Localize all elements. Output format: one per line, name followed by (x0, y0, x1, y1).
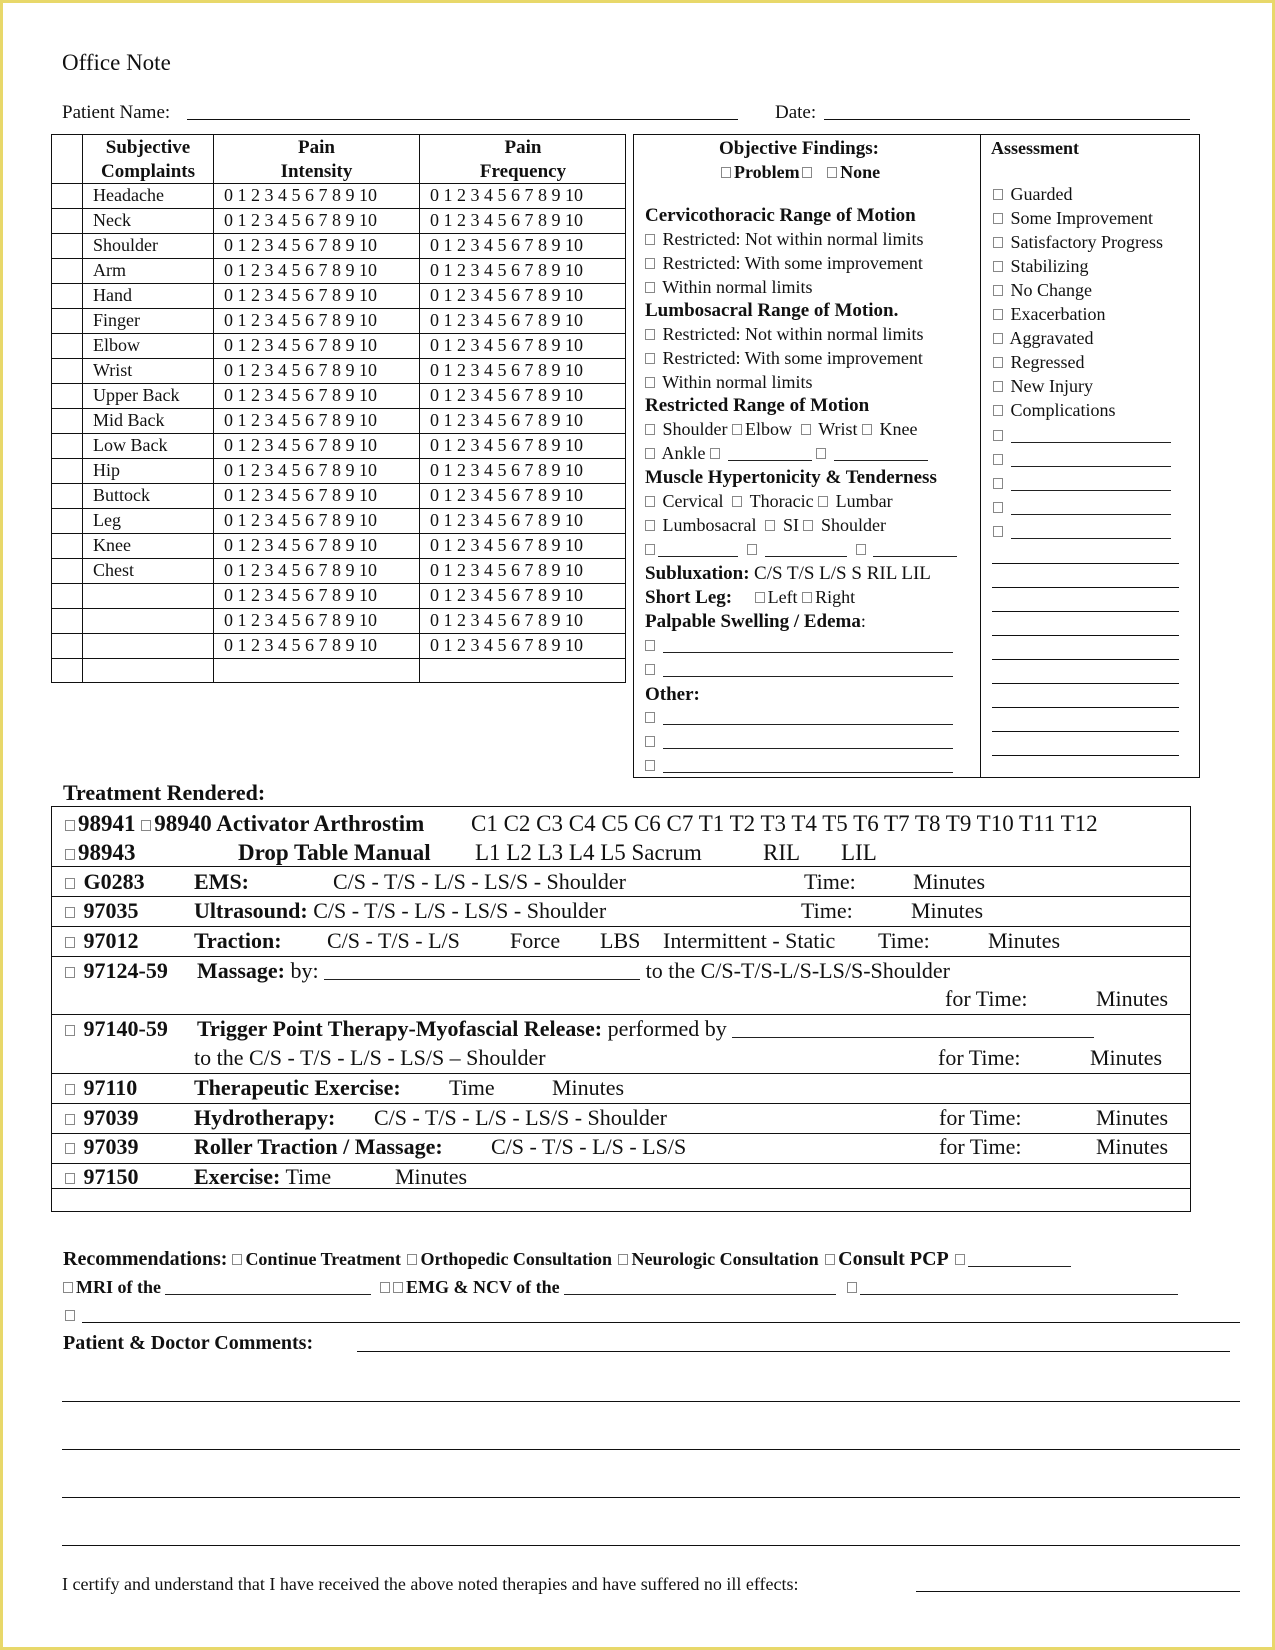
ther-ex-minutes: Minutes (552, 1075, 625, 1100)
checkbox[interactable] (993, 430, 1003, 441)
frequency-scale[interactable]: 0 1 2 3 4 5 6 7 8 9 10 (430, 635, 583, 655)
comments-field[interactable] (357, 1351, 1230, 1352)
traction-time: Time: (878, 928, 930, 953)
patient-name-field[interactable] (187, 119, 738, 120)
table-row-divider (51, 208, 626, 209)
intensity-scale[interactable]: 0 1 2 3 4 5 6 7 8 9 10 (224, 435, 377, 455)
checkbox[interactable] (993, 213, 1003, 224)
blank-field[interactable] (1011, 452, 1171, 467)
assessment-blank (993, 498, 1171, 516)
option-restricted-some: Restricted: With some improvement (645, 349, 923, 367)
blank-field[interactable] (873, 542, 957, 557)
table-header: Pain (298, 137, 335, 158)
assessment-line[interactable] (992, 707, 1179, 708)
intensity-scale[interactable]: 0 1 2 3 4 5 6 7 8 9 10 (224, 385, 377, 405)
massage-code: 97124-59 (65, 960, 168, 982)
checkbox[interactable] (65, 849, 75, 860)
frequency-scale[interactable]: 0 1 2 3 4 5 6 7 8 9 10 (430, 385, 583, 405)
complaint-label: Finger (93, 310, 140, 330)
checkbox[interactable] (856, 544, 866, 555)
intensity-scale[interactable]: 0 1 2 3 4 5 6 7 8 9 10 (224, 210, 377, 230)
hydro-regions: C/S - T/S - L/S - LS/S - Shoulder (374, 1105, 667, 1130)
massage-by-field[interactable] (324, 965, 640, 980)
lumbar-levels: L1 L2 L3 L4 L5 Sacrum (475, 840, 702, 865)
comments-line[interactable] (62, 1401, 1240, 1402)
traction-regions: C/S - T/S - L/S (327, 928, 460, 953)
checkbox[interactable] (993, 526, 1003, 537)
date-field[interactable] (824, 119, 1190, 120)
other-blank (645, 756, 953, 774)
traction-force: Force (510, 928, 561, 953)
restricted-title: Restricted Range of Motion (645, 395, 870, 416)
performed-by-field[interactable] (732, 1023, 1094, 1038)
intensity-scale[interactable]: 0 1 2 3 4 5 6 7 8 9 10 (224, 560, 377, 580)
checkbox[interactable] (393, 1282, 403, 1293)
intensity-scale[interactable]: 0 1 2 3 4 5 6 7 8 9 10 (224, 310, 377, 330)
mri-field[interactable] (165, 1280, 371, 1295)
blank-field[interactable] (663, 662, 953, 677)
checkbox[interactable] (645, 424, 655, 435)
recommendation-other-field[interactable] (82, 1322, 1240, 1323)
blank-field[interactable] (1011, 428, 1171, 443)
trigger-for-time: for Time: (938, 1045, 1021, 1070)
table-row-divider (51, 258, 626, 259)
checkbox[interactable] (645, 736, 655, 747)
checkbox[interactable] (803, 520, 813, 531)
assessment-item: Satisfactory Progress (993, 233, 1163, 251)
complaint-label: Hand (93, 285, 132, 305)
checkbox[interactable] (847, 1282, 857, 1293)
ultrasound-row: Ultrasound: C/S - T/S - L/S - LS/S - Shoulder (194, 898, 607, 923)
complaint-label: Neck (93, 210, 131, 230)
table-row-divider (51, 533, 626, 534)
checkbox[interactable] (645, 329, 655, 340)
blank-field[interactable] (1011, 500, 1171, 515)
frequency-scale[interactable]: 0 1 2 3 4 5 6 7 8 9 10 (430, 210, 583, 230)
checkbox[interactable] (232, 1254, 242, 1265)
checkbox[interactable] (645, 520, 655, 531)
assessment-item: Exacerbation (993, 305, 1105, 323)
assessment-blank (993, 426, 1171, 444)
recommendations-row-1: Recommendations: Continue Treatment Orthopedic Consultation Neurologic Consultation Consult PCP (63, 1249, 1071, 1269)
blank-field[interactable] (860, 1280, 1178, 1295)
table-row-divider (51, 608, 626, 609)
assessment-item: Stabilizing (993, 257, 1089, 275)
assessment-item: Complications (993, 401, 1116, 419)
checkbox[interactable] (645, 760, 655, 771)
exercise-code: 97150 (65, 1166, 139, 1188)
comments-line[interactable] (62, 1545, 1240, 1546)
table-row-divider (51, 583, 626, 584)
spinal-levels: C1 C2 C3 C4 C5 C6 C7 T1 T2 T3 T4 T5 T6 T7 T8 T9 T10 T11 T12 (471, 811, 1098, 836)
blank-field[interactable] (663, 734, 953, 749)
complaint-label: Wrist (93, 360, 133, 380)
frequency-scale[interactable]: 0 1 2 3 4 5 6 7 8 9 10 (430, 460, 583, 480)
complaint-label: Buttock (93, 485, 150, 505)
checkbox[interactable] (825, 1254, 835, 1265)
assessment-item: Regressed (993, 353, 1084, 371)
checkbox[interactable] (63, 1282, 73, 1293)
frequency-scale[interactable]: 0 1 2 3 4 5 6 7 8 9 10 (430, 360, 583, 380)
checkbox[interactable] (765, 520, 775, 531)
blank-field[interactable] (663, 758, 953, 773)
checkbox[interactable] (802, 167, 812, 178)
checkbox[interactable] (65, 937, 75, 948)
checkbox[interactable] (618, 1254, 628, 1265)
frequency-scale[interactable]: 0 1 2 3 4 5 6 7 8 9 10 (430, 310, 583, 330)
frequency-scale[interactable]: 0 1 2 3 4 5 6 7 8 9 10 (430, 510, 583, 530)
other-title: Other: (645, 684, 700, 705)
ther-ex-label: Therapeutic Exercise: (194, 1075, 401, 1100)
checkbox[interactable] (993, 309, 1003, 320)
intensity-scale[interactable]: 0 1 2 3 4 5 6 7 8 9 10 (224, 410, 377, 430)
option-restricted-some: Restricted: With some improvement (645, 254, 923, 272)
comments-line[interactable] (62, 1497, 1240, 1498)
exercise-label: Exercise: Time (194, 1164, 332, 1189)
blank-field[interactable] (663, 638, 953, 653)
objective-problem-none: Problem None (721, 163, 880, 181)
frequency-scale[interactable]: 0 1 2 3 4 5 6 7 8 9 10 (430, 335, 583, 355)
checkbox[interactable] (993, 237, 1003, 248)
swelling-blank (645, 660, 953, 678)
checkbox[interactable] (645, 377, 655, 388)
frequency-scale[interactable]: 0 1 2 3 4 5 6 7 8 9 10 (430, 410, 583, 430)
patient-name-label: Patient Name: (62, 102, 171, 123)
frequency-scale[interactable]: 0 1 2 3 4 5 6 7 8 9 10 (430, 285, 583, 305)
complaint-label: Headache (93, 185, 164, 205)
checkbox[interactable] (65, 1025, 75, 1036)
checkbox[interactable] (645, 448, 655, 459)
complaint-label: Chest (93, 560, 135, 580)
checkbox[interactable] (141, 820, 151, 831)
checkbox[interactable] (802, 592, 812, 603)
ther-ex-code: 97110 (65, 1077, 137, 1099)
blank-field[interactable] (765, 542, 847, 557)
restricted-joints: Shoulder Elbow Wrist Knee (645, 420, 917, 438)
checkbox[interactable] (380, 1282, 390, 1293)
hydro-code: 97039 (65, 1107, 139, 1129)
lumbo-title: Lumbosacral Range of Motion. (645, 300, 899, 321)
checkbox[interactable] (721, 167, 731, 178)
frequency-scale[interactable]: 0 1 2 3 4 5 6 7 8 9 10 (430, 485, 583, 505)
frequency-scale[interactable]: 0 1 2 3 4 5 6 7 8 9 10 (430, 610, 583, 630)
intensity-scale[interactable]: 0 1 2 3 4 5 6 7 8 9 10 (224, 635, 377, 655)
checkbox[interactable] (645, 544, 655, 555)
trigger-row: Trigger Point Therapy-Myofascial Release: performed by (197, 1018, 1094, 1040)
lil: LIL (841, 840, 877, 865)
complaint-label: Hip (93, 460, 120, 480)
certification-text: I certify and understand that I have received the above noted therapies and have suffered no ill effects: (62, 1574, 799, 1594)
ultrasound-code: 97035 (65, 900, 139, 922)
intensity-scale[interactable]: 0 1 2 3 4 5 6 7 8 9 10 (224, 235, 377, 255)
table-row-divider (51, 458, 626, 459)
option-restricted-not: Restricted: Not within normal limits (645, 230, 923, 248)
assessment-item: New Injury (993, 377, 1093, 395)
complaint-label: Upper Back (93, 385, 180, 405)
table-header: Pain (504, 137, 542, 158)
blank-field[interactable] (968, 1252, 1071, 1267)
massage-minutes: Minutes (1096, 986, 1169, 1011)
massage-row: Massage: by: to the C/S-T/S-L/S-LS/S-Shoulder (197, 958, 950, 983)
checkbox[interactable] (993, 261, 1003, 272)
intensity-scale[interactable]: 0 1 2 3 4 5 6 7 8 9 10 (224, 610, 377, 630)
checkbox[interactable] (65, 1114, 75, 1125)
ems-minutes: Minutes (913, 869, 986, 894)
comments-line[interactable] (62, 1449, 1240, 1450)
checkbox[interactable] (65, 967, 75, 978)
assessment-item: No Change (993, 281, 1092, 299)
intensity-scale[interactable]: 0 1 2 3 4 5 6 7 8 9 10 (224, 460, 377, 480)
traction-code: 97012 (65, 930, 139, 952)
exercise-minutes: Minutes (395, 1164, 468, 1189)
intensity-scale[interactable]: 0 1 2 3 4 5 6 7 8 9 10 (224, 485, 377, 505)
restricted-joints-2: Ankle (645, 444, 928, 462)
table-row-divider (51, 383, 626, 384)
activator-row: 98941 98940 Activator Arthrostim (65, 812, 424, 835)
assessment-blank (993, 474, 1171, 492)
ultrasound-time: Time: (801, 898, 853, 923)
other-blank (645, 732, 953, 750)
ems-regions: C/S - T/S - L/S - LS/S - Shoulder (333, 869, 626, 894)
table-row-divider (51, 508, 626, 509)
roller-minutes: Minutes (1096, 1134, 1169, 1159)
table-header: Subjective (105, 137, 191, 158)
checkbox[interactable] (645, 234, 655, 245)
checkbox[interactable] (645, 258, 655, 269)
checkbox[interactable] (645, 712, 655, 723)
checkbox[interactable] (801, 424, 811, 435)
checkbox[interactable] (993, 454, 1003, 465)
table-row-divider (51, 183, 626, 184)
traction-mode: Intermittent - Static (663, 928, 836, 953)
ems-code: G0283 (65, 871, 145, 893)
intensity-scale[interactable]: 0 1 2 3 4 5 6 7 8 9 10 (224, 285, 377, 305)
checkbox[interactable] (816, 448, 826, 459)
treatment-row-divider (51, 1073, 1191, 1074)
intensity-scale[interactable]: 0 1 2 3 4 5 6 7 8 9 10 (224, 535, 377, 555)
frequency-scale[interactable]: 0 1 2 3 4 5 6 7 8 9 10 (430, 435, 583, 455)
swelling-title: Palpable Swelling / Edema: (645, 611, 866, 632)
assessment-item: Some Improvement (993, 209, 1153, 227)
checkbox[interactable] (65, 1084, 75, 1095)
hydro-label: Hydrotherapy: (194, 1105, 336, 1130)
table-header: Frequency (479, 161, 567, 182)
traction-label: Traction: (194, 928, 282, 953)
checkbox[interactable] (993, 405, 1003, 416)
trigger-regions: to the C/S - T/S - L/S - LS/S – Shoulder (194, 1045, 546, 1070)
complaint-label: Elbow (93, 335, 140, 355)
checkbox[interactable] (993, 381, 1003, 392)
roller-for-time: for Time: (939, 1134, 1022, 1159)
frequency-scale[interactable]: 0 1 2 3 4 5 6 7 8 9 10 (430, 585, 583, 605)
table-row-divider (51, 283, 626, 284)
complaint-label: Low Back (93, 435, 168, 455)
assessment-line[interactable] (992, 755, 1179, 756)
checkbox[interactable] (993, 285, 1003, 296)
page-title: Office Note (62, 50, 171, 75)
signature-field[interactable] (916, 1591, 1240, 1592)
frequency-scale[interactable]: 0 1 2 3 4 5 6 7 8 9 10 (430, 560, 583, 580)
roller-label: Roller Traction / Massage: (194, 1134, 443, 1159)
option-within: Within normal limits (645, 373, 812, 391)
ems-label: EMS: (194, 869, 249, 894)
checkbox[interactable] (645, 640, 655, 651)
complaint-label: Knee (93, 535, 131, 555)
table-row-divider (51, 308, 626, 309)
recommendations-row-2: MRI of the EMG & NCV of the (63, 1278, 1178, 1296)
table-row-divider (51, 408, 626, 409)
comments-label: Patient & Doctor Comments: (63, 1332, 314, 1354)
treatment-row-divider (51, 1103, 1191, 1104)
checkbox[interactable] (65, 907, 75, 918)
muscle-title: Muscle Hypertonicity & Tenderness (645, 467, 937, 488)
short-leg: Short Leg: Left Right (645, 587, 856, 608)
subluxation: Subluxation: C/S T/S L/S S RIL LIL (645, 563, 931, 584)
checkbox[interactable] (645, 282, 655, 293)
frequency-scale[interactable]: 0 1 2 3 4 5 6 7 8 9 10 (430, 535, 583, 555)
table-row-divider (51, 558, 626, 559)
checkbox[interactable] (65, 878, 75, 889)
massage-for-time: for Time: (945, 986, 1028, 1011)
ther-ex-time: Time (449, 1075, 495, 1100)
checkbox[interactable] (755, 592, 765, 603)
ril: RIL (763, 840, 801, 865)
assessment-line[interactable] (992, 659, 1179, 660)
frequency-scale[interactable]: 0 1 2 3 4 5 6 7 8 9 10 (430, 185, 583, 205)
checkbox[interactable] (645, 664, 655, 675)
table-row-divider (51, 658, 626, 659)
ems-time: Time: (804, 869, 856, 894)
blank-field[interactable] (658, 542, 738, 557)
checkbox[interactable] (732, 496, 742, 507)
blank-field[interactable] (663, 710, 953, 725)
assessment-title: Assessment (991, 138, 1079, 158)
checkbox[interactable] (993, 189, 1003, 200)
complaint-label: Shoulder (93, 235, 158, 255)
checkbox[interactable] (862, 424, 872, 435)
table-row-divider (51, 633, 626, 634)
swelling-blank (645, 636, 953, 654)
checkbox[interactable] (747, 544, 757, 555)
muscle-regions: Cervical Thoracic Lumbar (645, 492, 893, 510)
checkbox[interactable] (993, 478, 1003, 489)
assessment-line[interactable] (992, 563, 1179, 564)
table-row-divider (51, 433, 626, 434)
option-within: Within normal limits (645, 278, 812, 296)
checkbox[interactable] (65, 820, 75, 831)
treatment-row-divider (51, 896, 1191, 897)
trigger-minutes: Minutes (1090, 1045, 1163, 1070)
assessment-item: Guarded (993, 185, 1072, 203)
checkbox[interactable] (65, 1173, 75, 1184)
assessment-line[interactable] (992, 587, 1179, 588)
date-label: Date: (775, 102, 817, 123)
roller-regions: C/S - T/S - L/S - LS/S (491, 1134, 687, 1159)
checkbox[interactable] (955, 1254, 965, 1265)
roller-code: 97039 (65, 1136, 139, 1158)
traction-lbs: LBS (600, 928, 641, 953)
table-row-divider (51, 358, 626, 359)
blank-field[interactable] (1011, 524, 1171, 539)
option-restricted-not: Restricted: Not within normal limits (645, 325, 923, 343)
checkbox[interactable] (827, 167, 837, 178)
intensity-scale[interactable]: 0 1 2 3 4 5 6 7 8 9 10 (224, 185, 377, 205)
blank-field[interactable] (834, 446, 928, 461)
muscle-regions-2: Lumbosacral SI Shoulder (645, 516, 886, 534)
complaint-label: Arm (93, 260, 126, 280)
traction-minutes: Minutes (988, 928, 1061, 953)
other-blank (645, 708, 953, 726)
checkbox[interactable] (993, 333, 1003, 344)
intensity-scale[interactable]: 0 1 2 3 4 5 6 7 8 9 10 (224, 510, 377, 530)
objective-divider (980, 134, 981, 778)
intensity-scale[interactable]: 0 1 2 3 4 5 6 7 8 9 10 (224, 585, 377, 605)
table-row-divider (51, 333, 626, 334)
complaint-label: Mid Back (93, 410, 165, 430)
treatment-row-divider (51, 1014, 1191, 1015)
table-header: Complaints (101, 161, 195, 182)
complaint-label: Leg (93, 510, 121, 530)
drop-table-name: Drop Table Manual (238, 840, 431, 865)
treatment-row-divider (51, 956, 1191, 957)
checkbox[interactable] (710, 448, 720, 459)
intensity-scale[interactable]: 0 1 2 3 4 5 6 7 8 9 10 (224, 335, 377, 355)
intensity-scale[interactable]: 0 1 2 3 4 5 6 7 8 9 10 (224, 360, 377, 380)
muscle-blanks (645, 540, 957, 558)
trigger-code: 97140-59 (65, 1018, 168, 1040)
checkbox[interactable] (732, 424, 742, 435)
treatment-title: Treatment Rendered: (63, 780, 266, 805)
assessment-blank (993, 522, 1171, 540)
checkbox[interactable] (993, 502, 1003, 513)
assessment-blank (993, 450, 1171, 468)
table-row-divider (51, 483, 626, 484)
assessment-item: Aggravated (993, 329, 1093, 347)
hydro-minutes: Minutes (1096, 1105, 1169, 1130)
treatment-row-divider (51, 866, 1191, 867)
table-row-divider (51, 233, 626, 234)
checkbox[interactable] (818, 496, 828, 507)
treatment-row-divider (51, 926, 1191, 927)
frequency-scale[interactable]: 0 1 2 3 4 5 6 7 8 9 10 (430, 235, 583, 255)
checkbox[interactable] (65, 1143, 75, 1154)
assessment-line[interactable] (992, 683, 1179, 684)
checkbox[interactable] (645, 353, 655, 364)
checkbox[interactable] (65, 1310, 75, 1321)
intensity-scale[interactable]: 0 1 2 3 4 5 6 7 8 9 10 (224, 260, 377, 280)
assessment-line[interactable] (992, 611, 1179, 612)
checkbox[interactable] (993, 357, 1003, 368)
cervico-title: Cervicothoracic Range of Motion (645, 205, 916, 226)
recommendations-row-3 (65, 1306, 78, 1324)
blank-field[interactable] (728, 446, 812, 461)
frequency-scale[interactable]: 0 1 2 3 4 5 6 7 8 9 10 (430, 260, 583, 280)
ultrasound-minutes: Minutes (911, 898, 984, 923)
hydro-for-time: for Time: (939, 1105, 1022, 1130)
objective-title: Objective Findings: (719, 138, 879, 159)
checkbox[interactable] (645, 496, 655, 507)
table-header: Intensity (280, 161, 353, 182)
assessment-line[interactable] (992, 731, 1179, 732)
drop-table-code: 98943 (65, 841, 136, 864)
blank-field[interactable] (1011, 476, 1171, 491)
assessment-line[interactable] (992, 635, 1179, 636)
checkbox[interactable] (407, 1254, 417, 1265)
emg-field[interactable] (564, 1280, 836, 1295)
